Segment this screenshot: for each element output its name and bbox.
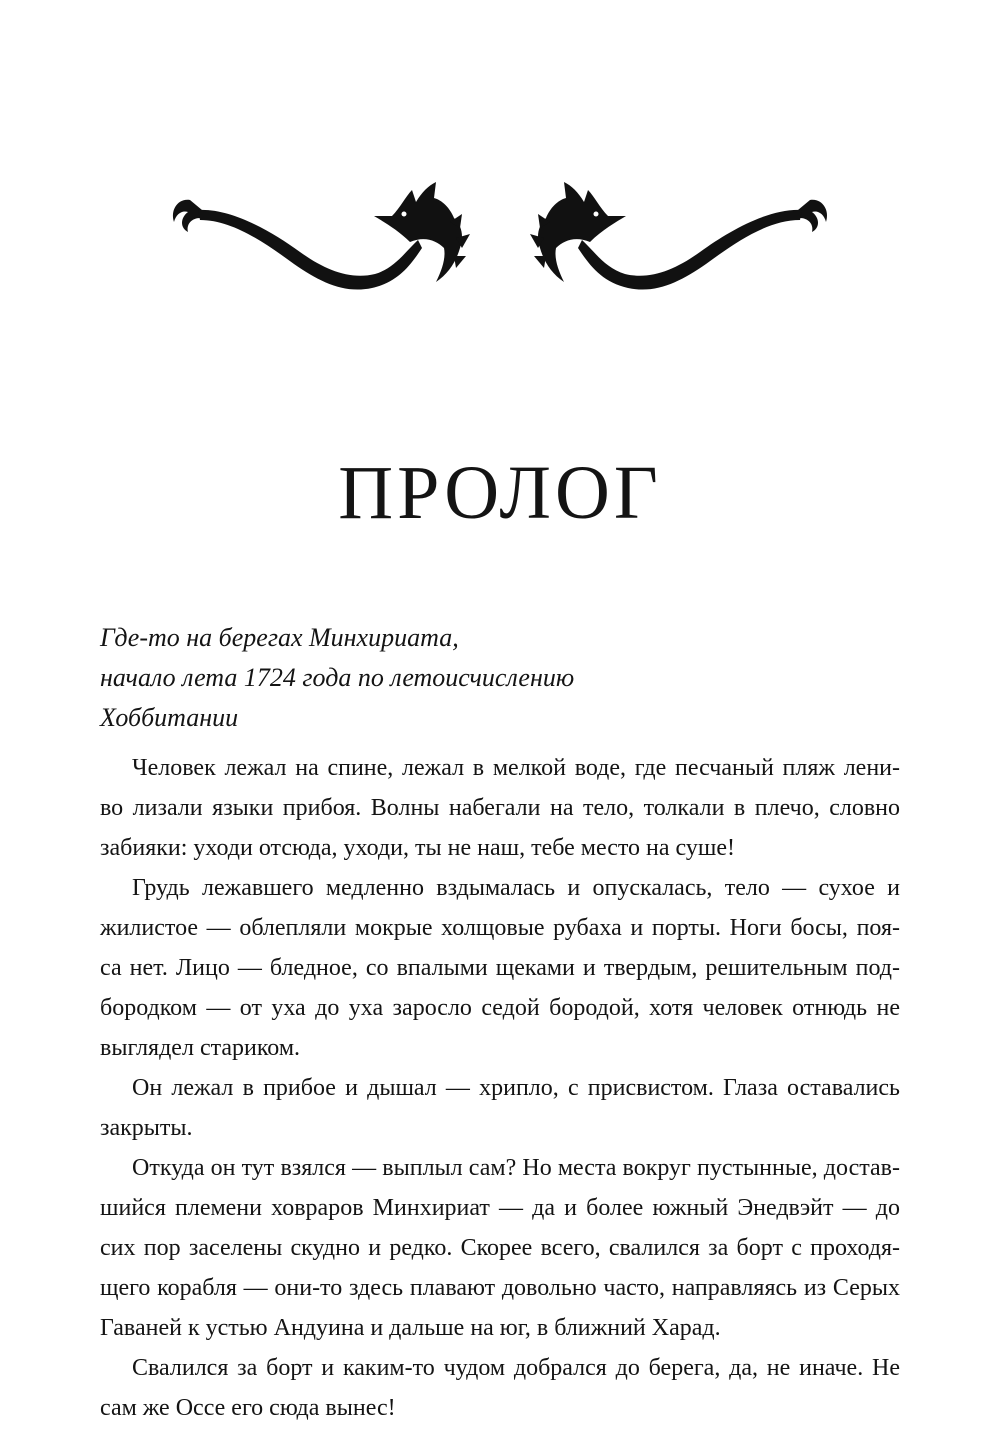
paragraph	[100, 748, 900, 868]
paragraph	[100, 1348, 900, 1428]
right-dragon-icon	[530, 182, 827, 290]
text-line: выглядел стариком.	[100, 1035, 301, 1061]
text-line: щего корабля — они-то здесь плавают довольно часто, направляясь из Серых	[100, 1275, 900, 1301]
text-line: закрыты.	[100, 1115, 193, 1141]
text-line: Гаваней к устью Андуина и дальше на юг, в ближний Харад.	[100, 1315, 721, 1341]
text-line: са нет. Лицо — бледное, со впалыми щеками и твердым, решительным под-	[100, 955, 900, 981]
epigraph-line: Хоббитании	[100, 703, 239, 732]
text-line: бородком — от уха до уха заросло седой бородой, хотя человек отнюдь не	[100, 995, 900, 1021]
paragraph	[100, 1148, 900, 1348]
text-line: жилистое — облепляли мокрые холщовые рубаха и порты. Ноги босы, поя-	[100, 915, 900, 941]
text-line: сих пор заселены скудно и редко. Скорее всего, свалился за борт с проходя-	[100, 1235, 900, 1261]
chapter-title: ПРОЛОГ	[338, 451, 662, 535]
text-line: Свалился за борт и каким-то чудом добрался до берега, да, не иначе. Не	[132, 1355, 900, 1381]
epigraph	[100, 618, 900, 738]
text-line: Грудь лежавшего медленно вздымалась и опускалась, тело — сухое и	[132, 875, 900, 901]
chapter-body	[100, 748, 900, 1428]
epigraph-line: начало лета 1724 года по летоисчислению	[100, 663, 575, 692]
paragraph	[100, 868, 900, 1068]
text-line: Человек лежал на спине, лежал в мелкой воде, где песчаный пляж лени-	[132, 755, 900, 781]
epigraph-line: Где-то на берегах Минхириата,	[100, 623, 459, 652]
left-dragon-icon	[173, 182, 470, 290]
text-line: Откуда он тут взялся — выплыл сам? Но места вокруг пустынные, достав-	[132, 1155, 900, 1181]
paragraph	[100, 1068, 900, 1148]
text-line: сам же Оссе его сюда вынес!	[100, 1395, 396, 1421]
text-line: забияки: уходи отсюда, уходи, ты не наш, тебе место на суше!	[100, 835, 735, 861]
dragon-ornament-icon	[160, 170, 840, 295]
text-line: Он лежал в прибое и дышал — хрипло, с присвистом. Глаза оставались	[132, 1075, 900, 1101]
text-line: шийся племени ховраров Минхириат — да и более южный Энедвэйт — до	[100, 1195, 900, 1221]
text-line: во лизали языки прибоя. Волны набегали на тело, толкали в плечо, словно	[100, 795, 900, 821]
